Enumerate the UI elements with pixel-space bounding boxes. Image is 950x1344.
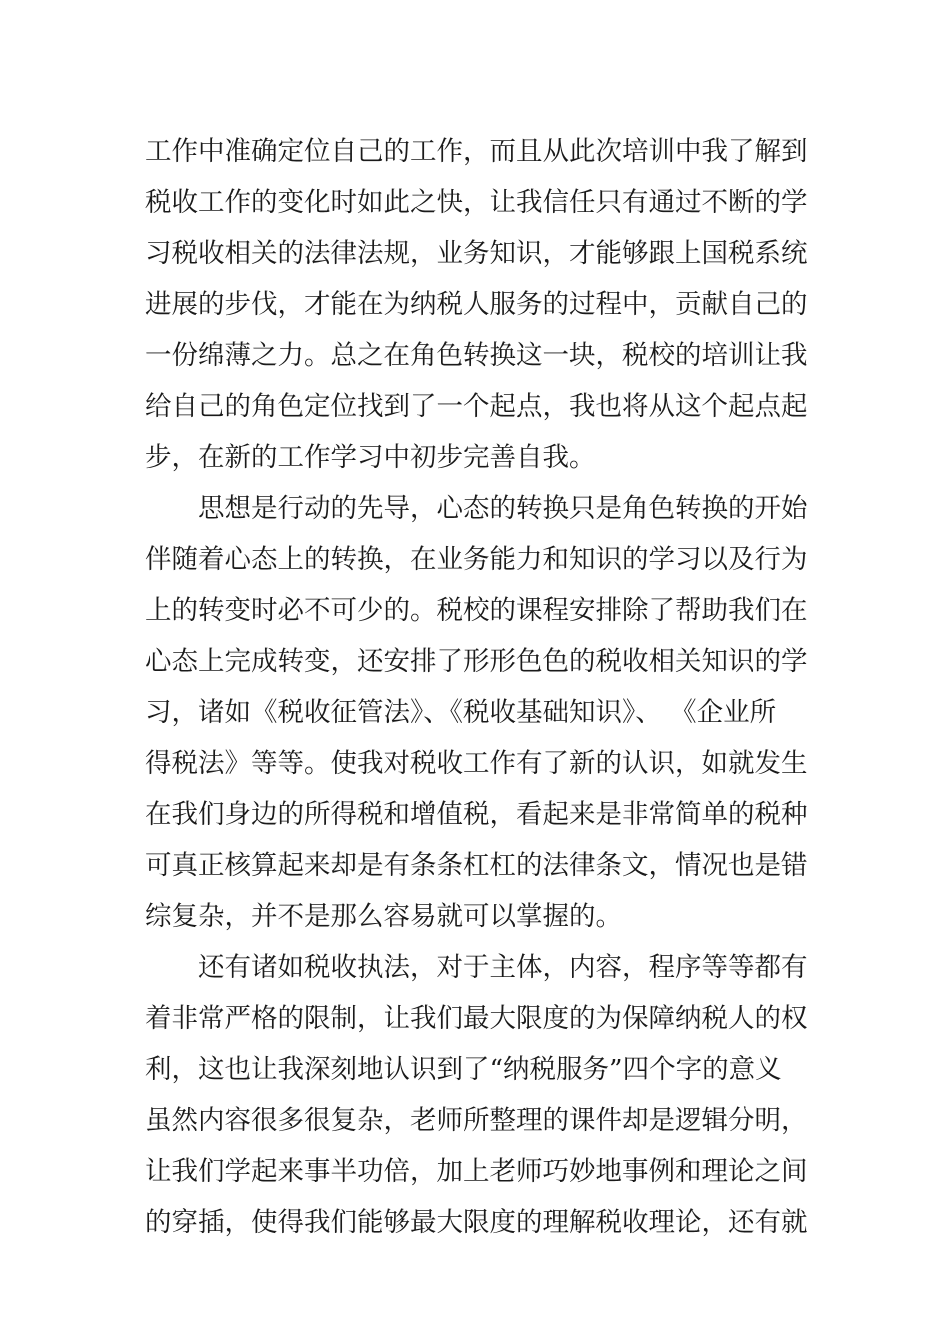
text-line: 给自己的角色定位找到了一个起点，我也将从这个起点起 — [145, 391, 808, 422]
text-line: 一份绵薄之力。总之在角色转换这一块，税校的培训让我 — [145, 340, 808, 371]
paragraph-first-line: 还有诸如税收执法，对于主体，内容，程序等等都有 — [198, 952, 808, 983]
paragraph-first-line: 思想是行动的先导，心态的转换只是角色转换的开始 — [198, 493, 808, 524]
text-line: 在我们身边的所得税和增值税，看起来是非常简单的税种 — [145, 799, 808, 830]
text-line: 综复杂，并不是那么容易就可以掌握的。 — [145, 901, 622, 932]
text-line: 利，这也让我深刻地认识到了“纳税服务”四个字的意义 — [145, 1054, 782, 1085]
text-line: 税收工作的变化时如此之快，让我信任只有通过不断的学 — [145, 187, 808, 218]
text-line: 上的转变时必不可少的。税校的课程安排除了帮助我们在 — [145, 595, 808, 626]
text-line: 让我们学起来事半功倍，加上老师巧妙地事例和理论之间 — [145, 1156, 808, 1187]
text-line: 虽然内容很多很复杂，老师所整理的课件却是逻辑分明， — [145, 1105, 808, 1136]
text-line: 习税收相关的法律法规，业务知识，才能够跟上国税系统 — [145, 238, 808, 269]
text-line: 习，诸如《税收征管法》、《税收基础知识》、 《企业所 — [145, 697, 777, 728]
text-line: 心态上完成转变，还安排了形形色色的税收相关知识的学 — [145, 646, 808, 677]
text-line: 着非常严格的限制，让我们最大限度的为保障纳税人的权 — [145, 1003, 808, 1034]
document-body — [145, 126, 815, 1248]
text-line: 可真正核算起来却是有条条杠杠的法律条文，情况也是错 — [145, 850, 808, 881]
text-line: 得税法》等等。使我对税收工作有了新的认识，如就发生 — [145, 748, 808, 779]
text-line: 进展的步伐，才能在为纳税人服务的过程中，贡献自己的 — [145, 289, 808, 320]
text-line: 工作中准确定位自己的工作，而且从此次培训中我了解到 — [145, 136, 808, 167]
text-line: 伴随着心态上的转换，在业务能力和知识的学习以及行为 — [145, 544, 808, 575]
text-line: 的穿插，使得我们能够最大限度的理解税收理论，还有就 — [145, 1207, 808, 1238]
text-line: 步，在新的工作学习中初步完善自我。 — [145, 442, 596, 473]
